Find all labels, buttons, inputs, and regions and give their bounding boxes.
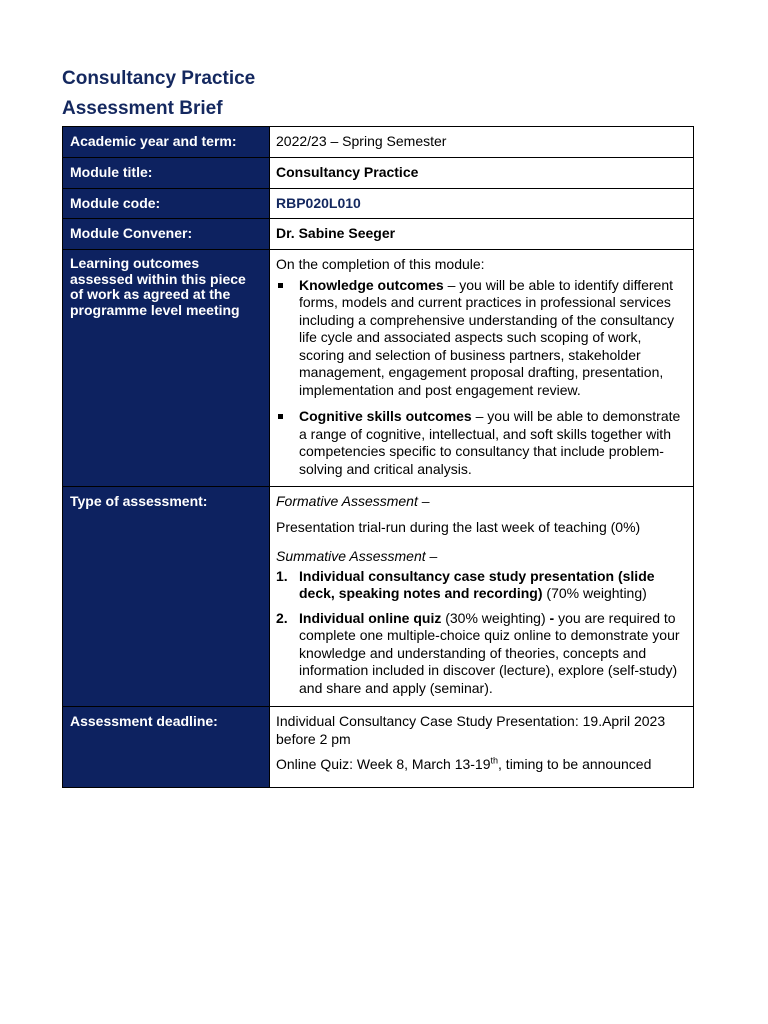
square-bullet-icon	[278, 414, 283, 419]
learning-outcomes-label: Learning outcomes assessed within this piece of work as agreed at the programme level meeting	[63, 250, 270, 487]
assessment-type-value	[270, 487, 694, 707]
summative-heading: Summative Assessment –	[276, 548, 438, 564]
row-module-title	[63, 158, 694, 189]
quiz-deadline	[276, 756, 687, 774]
formative-text: Presentation trial-run during the last week of teaching (0%)	[276, 518, 641, 535]
module-title-value: Consultancy Practice	[270, 158, 694, 189]
item-number: 1.	[276, 567, 288, 584]
outcome-title: Knowledge outcomes	[299, 276, 444, 293]
row-assessment-type	[63, 487, 694, 707]
summative-list	[276, 568, 687, 698]
item-text: (70% weighting)	[542, 585, 647, 601]
row-academic-year	[63, 127, 694, 158]
item-number: 2.	[276, 609, 288, 626]
list-item	[276, 568, 687, 603]
module-code-value: RBP020L010	[270, 188, 694, 219]
assessment-deadline-label: Assessment deadline:	[63, 707, 270, 788]
assessment-brief-table	[62, 126, 694, 788]
quiz-deadline-timing: , timing to be announced	[498, 756, 652, 772]
outcome-text: – you will be able to identify different forms, models and current practices in professional services including a comprehensive understanding of the consultancy life cycle and associated aspects such scoping of work, scoring and selection of business partners, stakeholder management, engagement proposal drafting, presentation, implementation and post engagement review.	[299, 276, 675, 398]
title-line-1: Consultancy Practice	[62, 68, 256, 89]
formative-heading: Formative Assessment –	[276, 493, 430, 509]
learning-outcomes-value	[270, 250, 694, 487]
title-line-2: Assessment Brief	[62, 98, 223, 119]
learning-outcomes-intro: On the completion of this module:	[276, 256, 485, 272]
assessment-type-label: Type of assessment:	[63, 487, 270, 707]
module-code-label: Module code:	[63, 188, 270, 219]
academic-year-value: 2022/23 – Spring Semester	[270, 127, 694, 158]
item-dash: -	[549, 609, 555, 626]
module-title-label: Module title:	[63, 158, 270, 189]
square-bullet-icon	[278, 283, 283, 288]
academic-year-label: Academic year and term:	[63, 127, 270, 158]
item-weighting: (30% weighting)	[441, 609, 550, 626]
outcome-text: – you will be able to demonstrate a range of cognitive, intellectual, and soft skills together with competencies specific to consultancy that include problem-solving and critical analysis.	[299, 408, 681, 477]
outcome-title: Cognitive skills outcomes	[299, 408, 472, 424]
row-learning-outcomes	[63, 250, 694, 487]
row-assessment-deadline	[63, 707, 694, 788]
quiz-deadline-suffix: th	[490, 755, 499, 766]
row-module-code	[63, 188, 694, 219]
module-convener-label: Module Convener:	[63, 219, 270, 250]
list-item	[276, 610, 687, 698]
quiz-deadline-text: Online Quiz: Week 8, March 13-19	[276, 756, 491, 772]
module-convener-value: Dr. Sabine Seeger	[270, 219, 694, 250]
item-title: Individual online quiz	[299, 609, 442, 626]
item-text: you are required to complete one multiple-choice quiz online to demonstrate your knowledge and understanding of theories, concepts and information included in discover (lecture), explore (self-study) and share and apply (seminar).	[299, 609, 680, 696]
item-title: Individual consultancy case study presentation (slide deck, speaking notes and recording)	[299, 567, 655, 601]
list-item	[276, 277, 687, 400]
presentation-deadline: Individual Consultancy Case Study Presentation: 19.April 2023 before 2 pm	[276, 713, 666, 747]
list-item	[276, 408, 687, 478]
row-module-convener	[63, 219, 694, 250]
learning-outcomes-list	[276, 277, 687, 479]
document-title	[62, 64, 255, 124]
assessment-deadline-value	[270, 707, 694, 788]
